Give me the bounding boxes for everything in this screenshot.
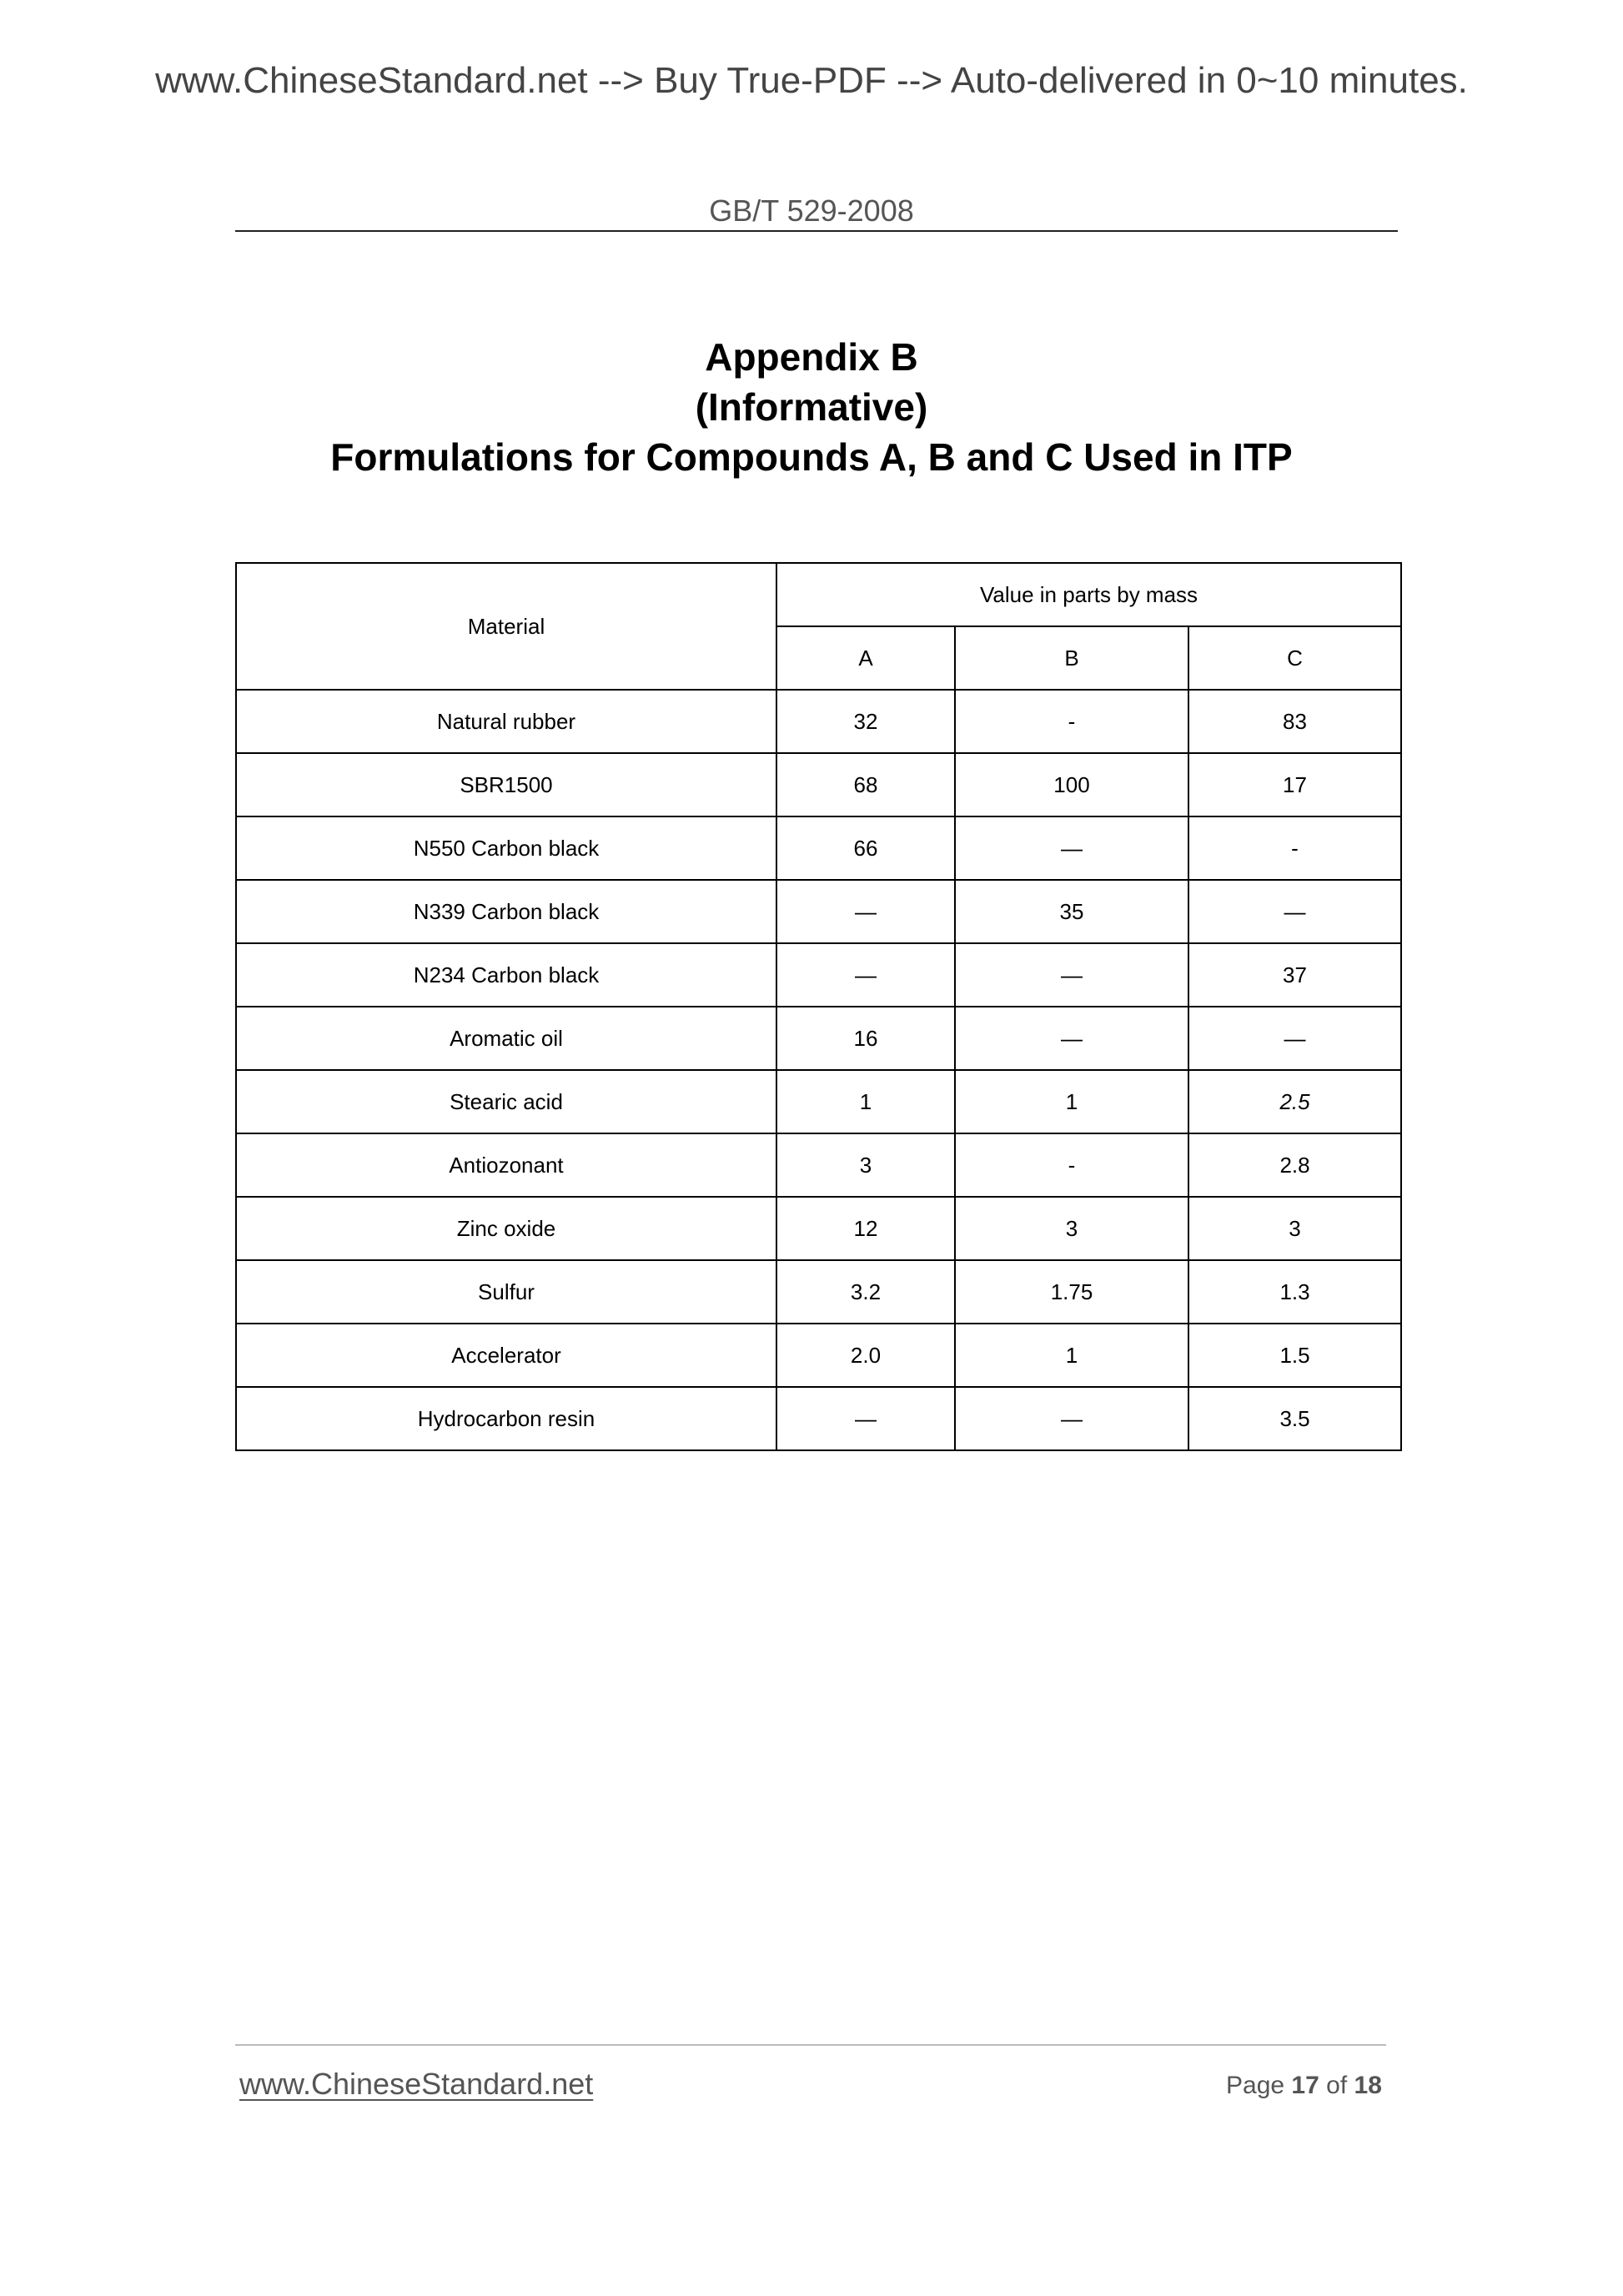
table-row <box>236 753 1401 816</box>
value-c-cell: 83 <box>1188 690 1401 753</box>
footer-rule <box>235 2044 1386 2046</box>
page-number <box>1226 2072 1382 2100</box>
material-cell: Zinc oxide <box>236 1197 776 1260</box>
value-a-cell: — <box>776 943 955 1007</box>
table-row <box>236 1260 1401 1324</box>
header-rule <box>235 230 1398 232</box>
material-cell: Accelerator <box>236 1324 776 1387</box>
value-header: Value in parts by mass <box>776 563 1401 626</box>
value-c-cell: 2.8 <box>1188 1133 1401 1197</box>
table-row <box>236 1007 1401 1070</box>
value-c-cell: 3 <box>1188 1197 1401 1260</box>
page-label: Page <box>1226 2072 1285 2099</box>
value-a-cell: 32 <box>776 690 955 753</box>
table-row <box>236 816 1401 880</box>
formulation-table <box>235 562 1402 1451</box>
value-c-cell: 3.5 <box>1188 1387 1401 1450</box>
page-current: 17 <box>1291 2072 1319 2099</box>
value-a-cell: 16 <box>776 1007 955 1070</box>
material-cell: Sulfur <box>236 1260 776 1324</box>
table-row <box>236 1133 1401 1197</box>
material-cell: N550 Carbon black <box>236 816 776 880</box>
material-cell: N234 Carbon black <box>236 943 776 1007</box>
value-a-cell: — <box>776 1387 955 1450</box>
value-c-cell: 1.3 <box>1188 1260 1401 1324</box>
value-c-cell: 1.5 <box>1188 1324 1401 1387</box>
column-header-a: A <box>776 626 955 690</box>
table-row <box>236 1070 1401 1133</box>
value-b-cell: — <box>955 1007 1188 1070</box>
appendix-title-block <box>0 332 1623 482</box>
value-c-cell: 17 <box>1188 753 1401 816</box>
value-b-cell: - <box>955 1133 1188 1197</box>
material-cell: N339 Carbon black <box>236 880 776 943</box>
value-b-cell: 1.75 <box>955 1260 1188 1324</box>
document-code: GB/T 529-2008 <box>709 193 914 228</box>
appendix-type: (Informative) <box>695 385 928 429</box>
value-b-cell: 1 <box>955 1070 1188 1133</box>
value-a-cell: — <box>776 880 955 943</box>
table-row <box>236 943 1401 1007</box>
material-cell: Hydrocarbon resin <box>236 1387 776 1450</box>
value-a-cell: 12 <box>776 1197 955 1260</box>
value-b-cell: — <box>955 816 1188 880</box>
value-c-cell: — <box>1188 1007 1401 1070</box>
value-b-cell: 3 <box>955 1197 1188 1260</box>
value-b-cell: 1 <box>955 1324 1188 1387</box>
value-b-cell: — <box>955 1387 1188 1450</box>
table-row <box>236 1197 1401 1260</box>
material-cell: Aromatic oil <box>236 1007 776 1070</box>
page-of-label: of <box>1326 2072 1348 2099</box>
column-header-c: C <box>1188 626 1401 690</box>
value-b-cell: — <box>955 943 1188 1007</box>
value-c-cell: - <box>1188 816 1401 880</box>
footer-website-link[interactable]: www.ChineseStandard.net <box>239 2067 594 2101</box>
value-a-cell: 66 <box>776 816 955 880</box>
appendix-title: Appendix B <box>705 335 918 379</box>
table-header-row <box>236 563 1401 626</box>
value-c-cell: 2.5 <box>1188 1070 1401 1133</box>
material-header: Material <box>236 563 776 690</box>
table-row <box>236 1324 1401 1387</box>
value-a-cell: 3.2 <box>776 1260 955 1324</box>
value-c-cell: — <box>1188 880 1401 943</box>
material-cell: Stearic acid <box>236 1070 776 1133</box>
value-b-cell: - <box>955 690 1188 753</box>
table-row <box>236 1387 1401 1450</box>
value-c-cell: 37 <box>1188 943 1401 1007</box>
column-header-b: B <box>955 626 1188 690</box>
material-cell: Antiozonant <box>236 1133 776 1197</box>
top-banner: www.ChineseStandard.net --> Buy True-PDF --> Auto-delivered in 0~10 minutes. <box>155 60 1468 101</box>
value-b-cell: 35 <box>955 880 1188 943</box>
value-b-cell: 100 <box>955 753 1188 816</box>
value-a-cell: 1 <box>776 1070 955 1133</box>
value-a-cell: 3 <box>776 1133 955 1197</box>
table-row <box>236 690 1401 753</box>
value-a-cell: 68 <box>776 753 955 816</box>
material-cell: SBR1500 <box>236 753 776 816</box>
appendix-subject: Formulations for Compounds A, B and C Used in ITP <box>330 435 1293 479</box>
table-row <box>236 880 1401 943</box>
material-cell: Natural rubber <box>236 690 776 753</box>
value-a-cell: 2.0 <box>776 1324 955 1387</box>
page-total: 18 <box>1354 2072 1382 2099</box>
